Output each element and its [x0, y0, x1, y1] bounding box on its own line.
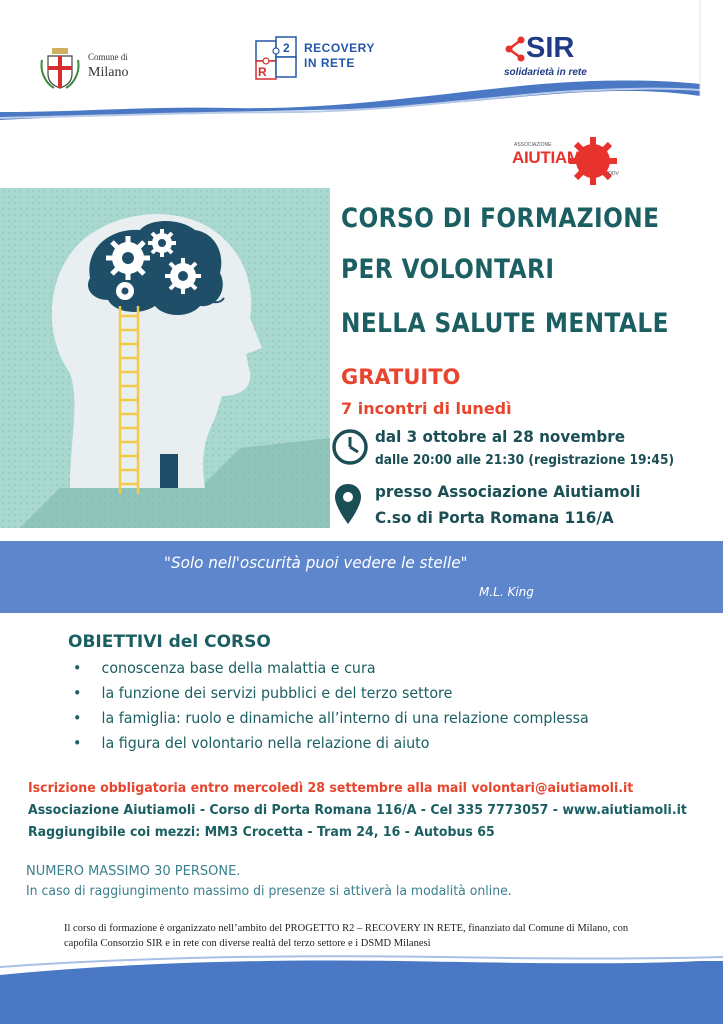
puzzle-icon: [254, 35, 300, 81]
list-item: [73, 731, 589, 756]
sir-logo-tagline: solidarietà in rete: [504, 67, 587, 78]
location-name: presso Associazione Aiutiamoli: [375, 482, 641, 501]
comune-milano-logo: [40, 42, 150, 92]
sessions-label: 7 incontri di lunedì: [341, 399, 512, 418]
aiutiamoli-assoc-label: ASSOCIAZIONE: [514, 142, 552, 148]
footer-note: Il corso di formazione è organizzato nell’ambito del PROGETTO R2 – RECOVERY IN RETE, finanziato dal Comune di Milano, con capofila Consorzio SIR e in rete con diverse realtà del terzo settore e i DSMD Milanesi: [64, 923, 629, 949]
recovery-badge-2: 2: [283, 41, 290, 55]
milano-logo-big: Milano: [88, 65, 129, 80]
transport-info: Raggiungibile coi mezzi: MM3 Crocetta - Tram 24, 16 - Autobus 65: [28, 825, 495, 840]
milano-crest-icon: [40, 46, 80, 90]
objective-text: la famiglia: ruolo e dinamiche all’interno di una relazione complessa: [101, 709, 589, 727]
online-mode-note: In caso di raggiungimento massimo di presenze si attiverà la modalità online.: [26, 884, 512, 899]
share-network-icon: [504, 36, 526, 62]
location-pin-icon: [333, 482, 363, 526]
recovery-logo-text: [304, 41, 375, 71]
location-address: C.so di Porta Romana 116/A: [375, 508, 614, 527]
quote-text: "Solo nell'oscurità puoi vedere le stelle": [164, 553, 468, 572]
price-label: GRATUITO: [341, 365, 461, 389]
milano-logo-text: [88, 48, 128, 80]
clock-icon: [331, 428, 369, 466]
objectives-list: [73, 656, 616, 756]
list-item: [73, 681, 589, 706]
recovery-logo-line1: RECOVERY: [304, 41, 375, 55]
recovery-logo-line2: IN RETE: [304, 56, 355, 70]
registration-info: Iscrizione obbligatoria entro mercoledì 28 settembre alla mail volontari@aiutiamoli.it: [28, 781, 634, 796]
objectives-heading: OBIETTIVI del CORSO: [68, 632, 271, 652]
quote-author: M.L. King: [479, 585, 534, 599]
bullet-icon: •: [73, 684, 82, 702]
objective-text: la funzione dei servizi pubblici e del terzo settore: [101, 684, 453, 702]
recovery-badge-r: R: [258, 65, 267, 79]
bullet-icon: •: [73, 659, 82, 677]
title-line-2: PER VOLONTARI: [341, 254, 555, 285]
recovery-in-rete-logo: [254, 33, 375, 83]
time-range: dalle 20:00 alle 21:30 (registrazione 19:45): [375, 453, 675, 468]
bullet-icon: •: [73, 709, 82, 727]
aiutiamoli-name: AIUTIAMOLI: [512, 148, 609, 167]
max-capacity-note: NUMERO MASSIMO 30 PERSONE.: [26, 864, 241, 879]
bullet-icon: •: [73, 734, 82, 752]
sir-logo: [504, 34, 604, 82]
bottom-wave: [0, 955, 723, 1024]
quote-band: [0, 541, 723, 613]
title-line-1: CORSO DI FORMAZIONE: [341, 203, 660, 234]
sir-logo-name: SIR: [526, 32, 575, 64]
list-item: [73, 706, 589, 731]
objective-text: conoscenza base della malattia e cura: [101, 659, 376, 677]
objective-text: la figura del volontario nella relazione di aiuto: [101, 734, 430, 752]
aiutiamoli-odv-label: ODV: [608, 171, 619, 177]
association-contact: Associazione Aiutiamoli - Corso di Porta Romana 116/A - Cel 335 7773057 - www.aiutiamoli.it: [28, 803, 687, 818]
date-range: dal 3 ottobre al 28 novembre: [375, 427, 626, 446]
milano-logo-small: Comune di: [88, 52, 128, 62]
head-gears-illustration: [0, 188, 330, 528]
aiutiamoli-logo: [512, 134, 624, 188]
list-item: [73, 656, 589, 681]
title-line-3: NELLA SALUTE MENTALE: [341, 308, 669, 339]
